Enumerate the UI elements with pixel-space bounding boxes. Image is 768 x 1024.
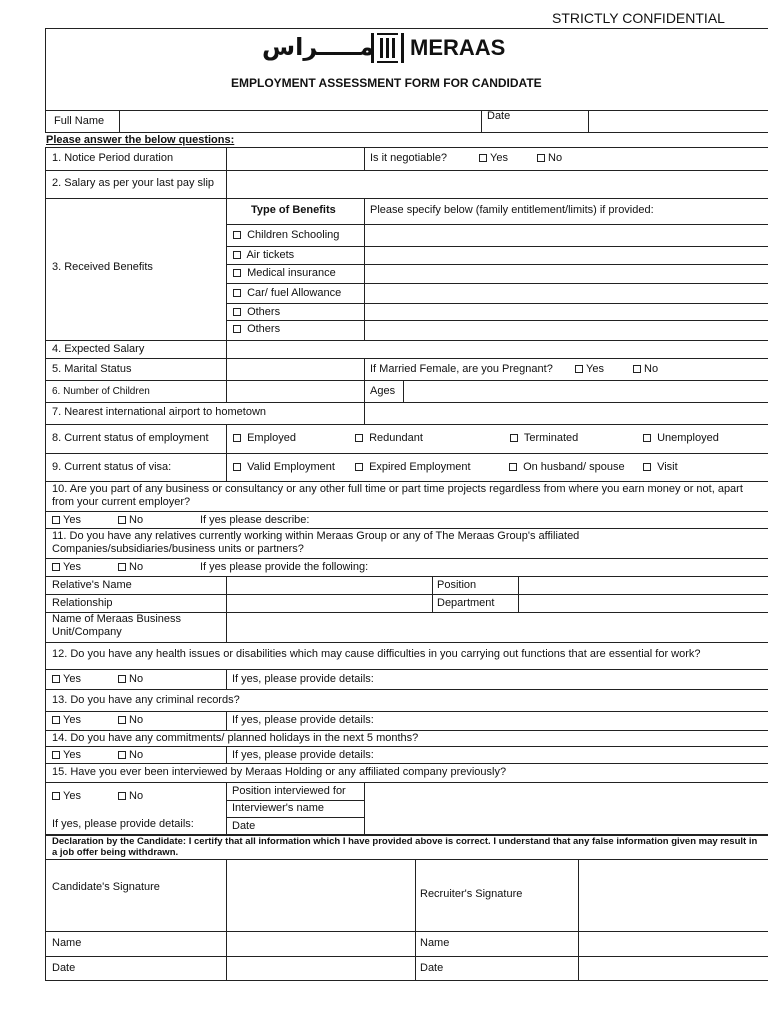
checkbox-icon xyxy=(52,716,60,724)
q12-details: If yes, please provide details: xyxy=(232,673,374,685)
q15-interviewer-field[interactable] xyxy=(365,801,768,817)
q15-date-label: Date xyxy=(232,820,256,832)
q7-label: 7. Nearest international airport to hometown xyxy=(52,406,267,418)
q9-label: 9. Current status of visa: xyxy=(52,461,172,473)
q1-no-option[interactable]: No xyxy=(537,152,562,165)
q2-label: 2. Salary as per your last pay slip xyxy=(52,177,215,189)
q14-label: 14. Do you have any commitments/ planned holidays in the next 5 months? xyxy=(52,732,419,744)
form-title: EMPLOYMENT ASSESSMENT FORM FOR CANDIDATE xyxy=(231,76,542,90)
q14-yes-option[interactable]: Yes xyxy=(52,749,81,762)
checkbox-icon xyxy=(118,751,126,759)
q13-details: If yes, please provide details: xyxy=(232,714,374,726)
marital-status-field[interactable] xyxy=(227,359,364,380)
q11-provide: If yes please provide the following: xyxy=(200,561,369,573)
logo-arabic: مـــــراس xyxy=(262,34,375,61)
children-ages-field[interactable] xyxy=(404,381,768,402)
q1-negotiable: Is it negotiable? xyxy=(370,152,448,164)
q15-interviewer-label: Interviewer's name xyxy=(232,802,324,814)
last-salary-field[interactable] xyxy=(227,171,768,198)
q12-label: 12. Do you have any health issues or disabilities which may cause difficulties in you carrying out functions that are essential for work? xyxy=(52,648,701,660)
q6-label: 6. Number of Children xyxy=(52,386,150,397)
checkbox-icon xyxy=(118,716,126,724)
q10-describe: If yes please describe: xyxy=(200,514,310,526)
checkbox-icon xyxy=(52,675,60,683)
business-unit-field[interactable] xyxy=(227,613,768,642)
checkbox-icon xyxy=(233,269,241,277)
q11-no-option[interactable]: No xyxy=(118,561,143,574)
q12-no-option[interactable]: No xyxy=(118,673,143,686)
benefit-car-allowance[interactable]: Car/ fuel Allowance xyxy=(233,287,341,300)
full-name-label: Full Name xyxy=(54,115,105,127)
q12-yes-option[interactable]: Yes xyxy=(52,673,81,686)
candidate-date-field[interactable] xyxy=(227,957,415,981)
q5-yes-option[interactable]: Yes xyxy=(575,363,604,376)
q13-no-option[interactable]: No xyxy=(118,714,143,727)
recruiter-date-label: Date xyxy=(420,962,444,974)
relative-name-label: Relative's Name xyxy=(52,579,132,591)
q5-no-option[interactable]: No xyxy=(633,363,658,376)
benefits-specify-header: Please specify below (family entitlement/limits) if provided: xyxy=(370,204,654,216)
checkbox-icon xyxy=(233,251,241,259)
q15-label: 15. Have you ever been interviewed by Meraas Holding or any affiliated company previously? xyxy=(52,766,507,778)
relationship-field[interactable] xyxy=(227,595,432,612)
q15-details: If yes, please provide details: xyxy=(52,818,194,830)
q3-label: 3. Received Benefits xyxy=(52,261,153,273)
airport-field[interactable] xyxy=(365,403,768,424)
q1-yes-option[interactable]: Yes xyxy=(479,152,508,165)
q15-no-option[interactable]: No xyxy=(118,790,143,803)
q15-position-label: Position interviewed for xyxy=(232,785,346,797)
logo-text: MERAAS xyxy=(410,35,506,60)
checkbox-icon xyxy=(52,516,60,524)
checkbox-icon xyxy=(575,365,583,373)
checkbox-icon xyxy=(233,325,241,333)
date-label: Date xyxy=(487,110,511,122)
candidate-date-label: Date xyxy=(52,962,76,974)
q13-label: 13. Do you have any criminal records? xyxy=(52,694,240,706)
visa-visit[interactable]: Visit xyxy=(643,461,678,474)
checkbox-icon xyxy=(233,308,241,316)
relationship-label: Relationship xyxy=(52,597,113,609)
logo-mark-icon xyxy=(371,33,404,63)
q5-label: 5. Marital Status xyxy=(52,363,132,375)
checkbox-icon xyxy=(509,463,517,471)
q15-yes-option[interactable]: Yes xyxy=(52,790,81,803)
q10-no-option[interactable]: No xyxy=(118,514,143,527)
q1-label: 1. Notice Period duration xyxy=(52,152,174,164)
recruiter-signature-label: Recruiter's Signature xyxy=(420,888,523,900)
q14-details: If yes, please provide details: xyxy=(232,749,374,761)
business-unit-label: Name of Meraas Business Unit/Company xyxy=(52,613,181,638)
checkbox-icon xyxy=(52,563,60,571)
q11-label: 11. Do you have any relatives currently working within Meraas Group or any of The Meraas Group's affiliated Companies/subsidiaries/business units or partners? xyxy=(52,530,580,555)
employment-terminated[interactable]: Terminated xyxy=(510,432,578,445)
q15-position-field[interactable] xyxy=(365,783,768,800)
q5-pregnant: If Married Female, are you Pregnant? xyxy=(370,363,553,375)
checkbox-icon xyxy=(233,434,241,442)
checkbox-icon xyxy=(233,289,241,297)
department-label: Department xyxy=(437,597,495,609)
checkbox-icon xyxy=(118,563,126,571)
checkbox-icon xyxy=(233,463,241,471)
q13-yes-option[interactable]: Yes xyxy=(52,714,81,727)
checkbox-icon xyxy=(118,792,126,800)
expected-salary-field[interactable] xyxy=(227,341,768,358)
benefit-others-1[interactable]: Others xyxy=(233,306,280,319)
employment-employed[interactable]: Employed xyxy=(233,432,296,445)
checkbox-icon xyxy=(118,675,126,683)
q14-no-option[interactable]: No xyxy=(118,749,143,762)
checkbox-icon xyxy=(643,463,651,471)
declaration-text: Declaration by the Candidate: I certify that all information which I have provided above is correct. I understand that any false information given may result in a job offer being withdrawn. xyxy=(52,836,758,858)
recruiter-date-field[interactable] xyxy=(579,957,768,981)
checkbox-icon xyxy=(118,516,126,524)
checkbox-icon xyxy=(479,154,487,162)
q15-date-field[interactable] xyxy=(365,818,768,835)
checkbox-icon xyxy=(633,365,641,373)
checkbox-icon xyxy=(52,792,60,800)
q10-label: 10. Are you part of any business or consultancy or any other full time or part time projects regardless from where you earn money or not, apart from your current employer? xyxy=(52,483,743,508)
visa-husband-spouse[interactable]: On husband/ spouse xyxy=(509,461,625,474)
candidate-name-label: Name xyxy=(52,937,82,949)
position-label: Position xyxy=(437,579,477,591)
employment-unemployed[interactable]: Unemployed xyxy=(643,432,719,445)
position-field[interactable] xyxy=(519,577,768,594)
relative-name-field[interactable] xyxy=(227,577,432,594)
checkbox-icon xyxy=(510,434,518,442)
recruiter-name-label: Name xyxy=(420,937,450,949)
section-heading: Please answer the below questions: xyxy=(46,134,235,146)
candidate-name-field[interactable] xyxy=(227,932,415,956)
benefit-medical-insurance[interactable]: Medical insurance xyxy=(233,267,336,280)
recruiter-name-field[interactable] xyxy=(579,932,768,956)
checkbox-icon xyxy=(537,154,545,162)
checkbox-icon xyxy=(52,751,60,759)
date-field[interactable] xyxy=(589,111,768,133)
checkbox-icon xyxy=(355,463,363,471)
recruiter-signature-field[interactable] xyxy=(579,860,768,931)
benefits-type-header: Type of Benefits xyxy=(251,204,336,216)
employment-redundant[interactable]: Redundant xyxy=(355,432,423,445)
checkbox-icon xyxy=(643,434,651,442)
candidate-signature-field[interactable] xyxy=(227,860,415,931)
checkbox-icon xyxy=(233,231,241,239)
candidate-signature-label: Candidate's Signature xyxy=(52,881,160,893)
q4-label: 4. Expected Salary xyxy=(52,343,145,355)
checkbox-icon xyxy=(355,434,363,442)
benefit-others-2[interactable]: Others xyxy=(233,323,280,336)
confidential-label: STRICTLY CONFIDENTIAL xyxy=(552,10,725,26)
visa-valid[interactable]: Valid Employment xyxy=(233,461,335,474)
children-count-field[interactable] xyxy=(227,381,364,402)
department-field[interactable] xyxy=(519,595,768,612)
full-name-field[interactable] xyxy=(120,111,481,133)
q6-ages: Ages xyxy=(370,385,396,397)
notice-period-field[interactable] xyxy=(227,148,364,170)
visa-expired[interactable]: Expired Employment xyxy=(355,461,471,474)
benefit-air-tickets[interactable]: Air tickets xyxy=(233,249,294,262)
benefit-children-schooling[interactable]: Children Schooling xyxy=(233,229,339,242)
q8-label: 8. Current status of employment xyxy=(52,432,209,444)
q10-yes-option[interactable]: Yes xyxy=(52,514,81,527)
q11-yes-option[interactable]: Yes xyxy=(52,561,81,574)
